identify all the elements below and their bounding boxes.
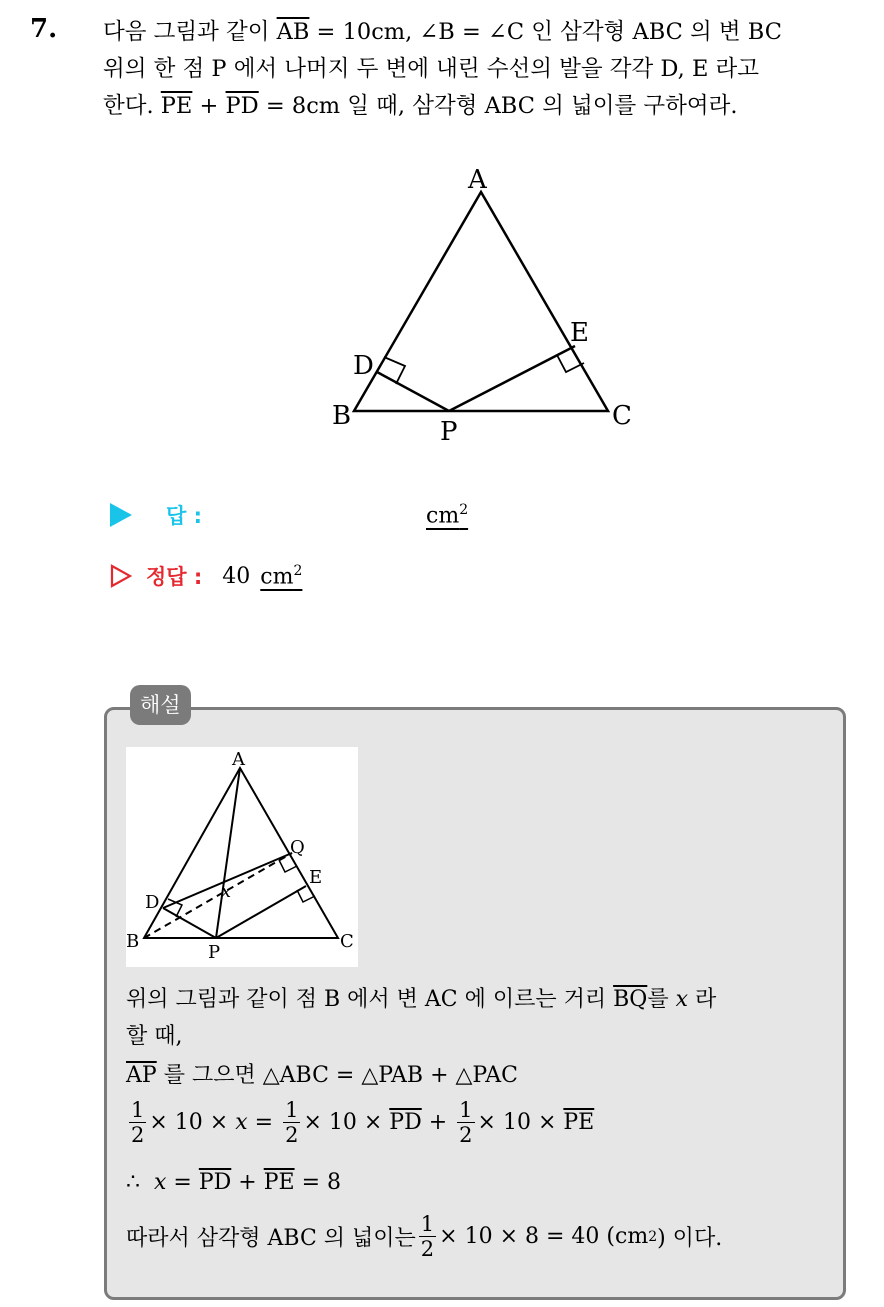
- correct-answer-row: [110, 561, 302, 591]
- fraction-half: $\frac{1}{2}$: [420, 1212, 435, 1261]
- triangle-abc: [354, 192, 608, 411]
- sol-label-b: B: [126, 931, 140, 952]
- question-line-2: 위의 한 점 P 에서 나머지 두 변에 내린 수선의 발을 각각 D, E 라고: [103, 56, 759, 82]
- correct-answer-value: 40: [222, 563, 251, 589]
- label-b: B: [332, 401, 352, 431]
- correct-arrow-icon: [110, 564, 132, 588]
- label-d: D: [353, 351, 374, 381]
- solution-line-4: $\frac{1}{2}$ × 10 × x = $\frac{1}{2}$ × 10 × $\overline{PD}$ + $\frac{1}{2}$ × 10 × $\overline{PE}$: [131, 1098, 595, 1147]
- solution-line-2: 할 때,: [126, 1024, 183, 1049]
- sol-label-x: x: [221, 881, 232, 902]
- solution-line-1: 위의 그림과 같이 점 B 에서 변 AC 에 이르는 거리 $\overline{BQ}$를 x 라: [126, 987, 717, 1012]
- fraction-half: $\frac{1}{2}$: [285, 1098, 299, 1147]
- fraction-half: $\frac{1}{2}$: [131, 1098, 145, 1147]
- solution-figure: [126, 747, 358, 967]
- sol-label-p: P: [208, 942, 221, 963]
- solution-line-5: ∴ $x = \overline{PD} + \overline{PE} = 8$: [126, 1170, 341, 1195]
- label-c: C: [612, 401, 632, 431]
- perpendicular-pd: [377, 372, 449, 411]
- solution-tag: 해설: [130, 685, 191, 725]
- solution-line-3: $\overline{AP}$ 를 그으면 △ABC = △PAB + △PAC: [126, 1063, 518, 1088]
- segment-pe: $\overline{PE}$: [160, 93, 193, 119]
- fraction-half: $\frac{1}{2}$: [459, 1098, 473, 1147]
- answer-row: [110, 500, 468, 530]
- answer-unit: $cm^2$: [426, 501, 469, 529]
- question-number: 7.: [30, 14, 58, 44]
- sol-label-a: A: [232, 749, 245, 770]
- segment-pd: $\overline{PD}$: [225, 93, 259, 119]
- correct-answer-unit: $cm^2$: [260, 562, 303, 590]
- label-e: E: [570, 318, 589, 348]
- label-p: P: [440, 417, 458, 447]
- question-text: [103, 14, 873, 125]
- sol-triangle-abc: [144, 768, 338, 938]
- right-angle-mark-d: [384, 357, 405, 384]
- perpendicular-pe: [449, 346, 575, 411]
- correct-answer-label: 정답 :: [146, 565, 203, 589]
- sol-label-c: C: [340, 931, 354, 952]
- label-a: A: [468, 165, 487, 195]
- sol-label-e: E: [309, 867, 323, 888]
- sol-label-d: D: [145, 892, 160, 913]
- answer-arrow-icon: [110, 503, 132, 527]
- triangle-figure: [320, 160, 650, 450]
- solution-line-6: 따라서 삼각형 ABC 의 넓이는 $\frac{1}{2}$ × 10 × 8 = 40 ( cm 2 ) 이다.: [126, 1212, 723, 1261]
- question-line-1: 다음 그림과 같이 $\overline{AB} = 10cm$, ∠B = ∠C 인 삼각형 ABC 의 변 BC: [103, 19, 782, 45]
- segment-ab: $\overline{AB}$: [276, 19, 310, 45]
- sol-line-ap: [216, 768, 240, 938]
- sol-label-q: Q: [290, 837, 305, 858]
- answer-label: 답 :: [166, 504, 202, 528]
- question-line-3: 한다. $\overline{PE} + \overline{PD} = 8cm$ 일 때, 삼각형 ABC 의 넓이를 구하여라.: [103, 93, 738, 119]
